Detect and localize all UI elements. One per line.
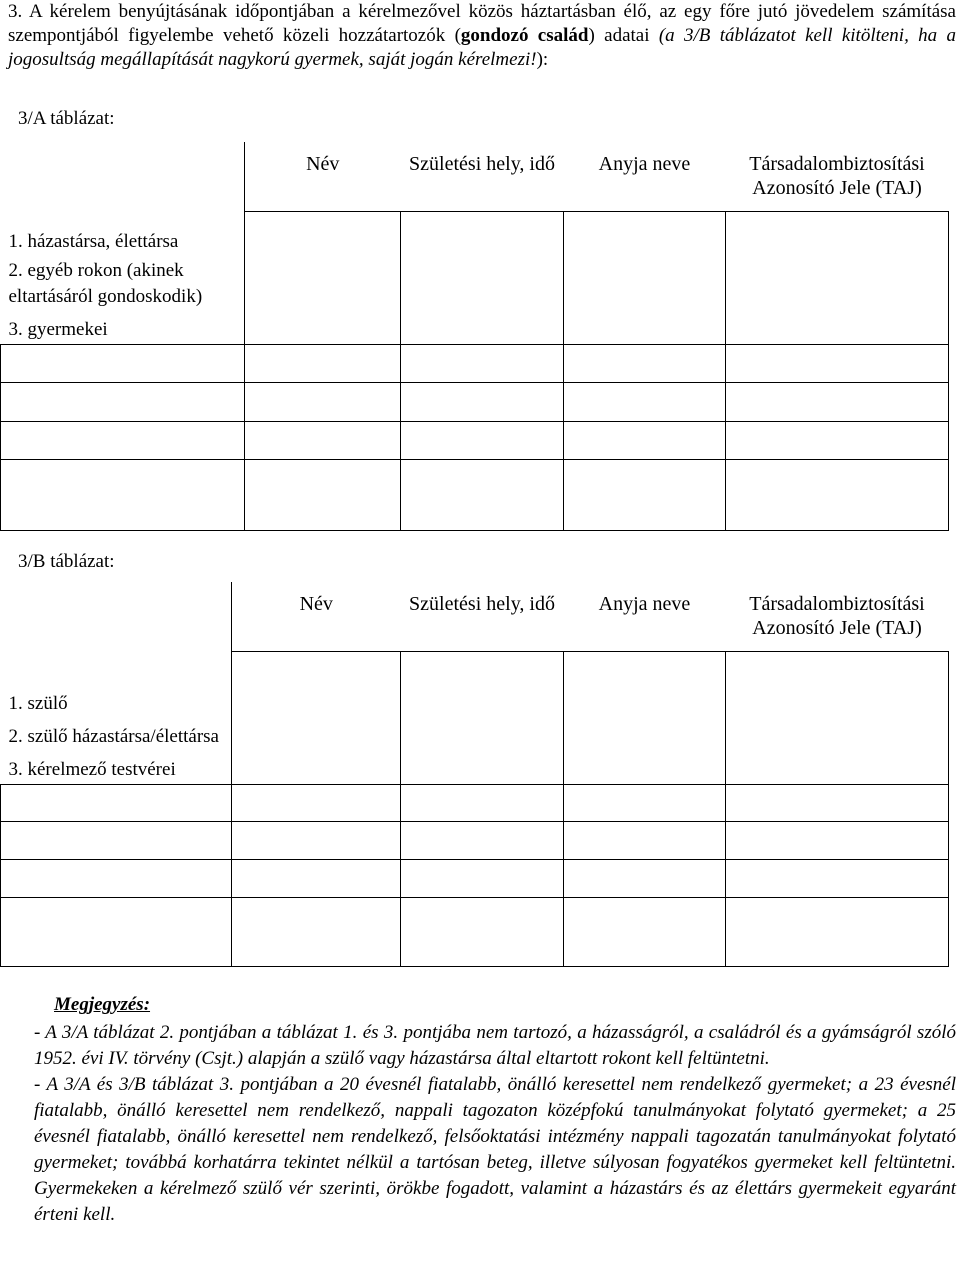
table-b-row-label: 2. szülő házastársa/élettársa xyxy=(8,725,219,747)
table-a-cell[interactable] xyxy=(726,344,949,382)
table-b-cell[interactable] xyxy=(232,784,401,821)
intro-text-2: ) adatai xyxy=(588,25,659,46)
table-b-cell[interactable] xyxy=(564,784,726,821)
table-b-title: 3/B táblázat: xyxy=(18,551,115,572)
table-b-cell[interactable] xyxy=(564,897,726,966)
table-b xyxy=(0,582,949,967)
table-a-header-taj: Társadalombiztosítási Azonosító Jele (TAJ) xyxy=(749,153,925,199)
table-a-cell[interactable] xyxy=(1,421,245,459)
table-b-header-birth: Születési hely, idő xyxy=(409,593,555,615)
table-b-cell[interactable] xyxy=(726,784,949,821)
table-b-cell[interactable] xyxy=(726,821,949,859)
table-b-cell[interactable] xyxy=(401,651,564,784)
table-b-cell[interactable] xyxy=(564,821,726,859)
table-b-cell[interactable] xyxy=(232,821,401,859)
table-a-row-labels xyxy=(1,142,245,344)
table-a-cell[interactable] xyxy=(245,382,401,421)
table-a-cell[interactable] xyxy=(564,421,726,459)
table-b-cell[interactable] xyxy=(1,821,232,859)
table-b-cell[interactable] xyxy=(232,897,401,966)
table-a-cell[interactable] xyxy=(1,382,245,421)
table-a-cell[interactable] xyxy=(401,211,564,344)
table-b-cell[interactable] xyxy=(1,784,232,821)
table-b-cell[interactable] xyxy=(401,859,564,897)
intro-bold: gondozó család xyxy=(460,25,589,46)
table-b-cell[interactable] xyxy=(1,859,232,897)
table-a-cell[interactable] xyxy=(245,344,401,382)
intro-text-3: ): xyxy=(536,49,549,70)
note-item: - A 3/A táblázat 2. pontjában a táblázat 1. és 3. pontjába nem tartozó, a házasságról, a családról és a gyámságról szóló 1952. évi IV. törvény (Csjt.) alapján a szülő vagy házastársa által eltartott rokont kell feltüntetni. xyxy=(34,1022,956,1069)
table-a-header-name: Név xyxy=(306,153,340,175)
table-b-cell[interactable] xyxy=(401,784,564,821)
table-a-cell[interactable] xyxy=(245,211,401,344)
table-b-header-mother: Anyja neve xyxy=(598,593,691,615)
table-b-cell[interactable] xyxy=(232,859,401,897)
table-a-cell[interactable] xyxy=(401,344,564,382)
table-a-cell[interactable] xyxy=(1,344,245,382)
table-b-row-label: 3. kérelmező testvérei xyxy=(8,758,176,780)
table-b-cell[interactable] xyxy=(564,859,726,897)
table-a-cell[interactable] xyxy=(245,459,401,530)
note-item: - A 3/A és 3/B táblázat 3. pontjában a 20 évesnél fiatalabb, önálló keresettel nem rendelkező gyermeket; a 23 évesnél fiatalabb, önálló keresettel nem rendelkező, nappali tagozaton középfokú tanulmányokat folytató gyermeket; a 25 évesnél fiatalabb, önálló keresettel nem rendelkező, felsőoktatási intézmény nappali tagozatán tanulmányokat folytató gyermeket; továbbá korhatárra tekintet nélkül a tartósan beteg, illetve súlyosan fogyatékos gyermeket kell feltüntetni. Gyermekeken a kérelmező szülő vér szerinti, örökbe fogadott, valamint a házastárs és az élettárs gyermekeit egyaránt érteni kell. xyxy=(34,1074,956,1225)
notes-body xyxy=(34,1020,956,1228)
table-b-cell[interactable] xyxy=(726,897,949,966)
notes-title: Megjegyzés: xyxy=(54,994,151,1015)
table-a-row-label: 2. egyéb rokon (akinek eltartásáról gondoskodik) xyxy=(8,259,203,307)
intro-text-1: 3. A kérelem benyújtásának időpontjában a kérelmezővel közös háztartásban élő, az egy főre jutó jövedelem számítása szempontjából figyelembe vehető közeli hozzátartozók ( xyxy=(8,1,956,46)
table-a-cell[interactable] xyxy=(401,382,564,421)
table-a-header-birth: Születési hely, idő xyxy=(409,153,555,175)
table-b-header-taj: Társadalombiztosítási Azonosító Jele (TAJ) xyxy=(749,593,925,639)
table-a-cell[interactable] xyxy=(726,382,949,421)
intro-paragraph xyxy=(8,0,956,72)
table-a-cell[interactable] xyxy=(564,344,726,382)
table-a-cell[interactable] xyxy=(726,421,949,459)
table-b-header-name: Név xyxy=(299,593,333,615)
table-b-cell[interactable] xyxy=(564,651,726,784)
table-a-title: 3/A táblázat: xyxy=(18,108,115,129)
table-a xyxy=(0,142,949,531)
table-b-cell[interactable] xyxy=(726,651,949,784)
table-a-cell[interactable] xyxy=(1,459,245,530)
table-a-row-label: 3. gyermekei xyxy=(8,318,108,340)
table-b-row-labels xyxy=(1,582,232,784)
table-b-cell[interactable] xyxy=(726,859,949,897)
table-a-cell[interactable] xyxy=(726,211,949,344)
table-a-row-label: 1. házastársa, élettársa xyxy=(8,230,179,252)
table-a-cell[interactable] xyxy=(564,459,726,530)
table-b-row-label: 1. szülő xyxy=(8,692,68,714)
intro-italic: (a 3/B táblázatot kell kitölteni, ha a jogosultság megállapítását nagykorú gyermek, saját jogán kérelmezi! xyxy=(8,25,957,70)
table-b-cell[interactable] xyxy=(401,821,564,859)
table-a-cell[interactable] xyxy=(564,211,726,344)
table-b-cell[interactable] xyxy=(1,897,232,966)
table-a-cell[interactable] xyxy=(401,459,564,530)
table-a-header-mother: Anyja neve xyxy=(598,153,691,175)
table-a-cell[interactable] xyxy=(726,459,949,530)
table-b-cell[interactable] xyxy=(401,897,564,966)
table-a-cell[interactable] xyxy=(401,421,564,459)
table-a-cell[interactable] xyxy=(245,421,401,459)
table-a-cell[interactable] xyxy=(564,382,726,421)
table-b-cell[interactable] xyxy=(232,651,401,784)
